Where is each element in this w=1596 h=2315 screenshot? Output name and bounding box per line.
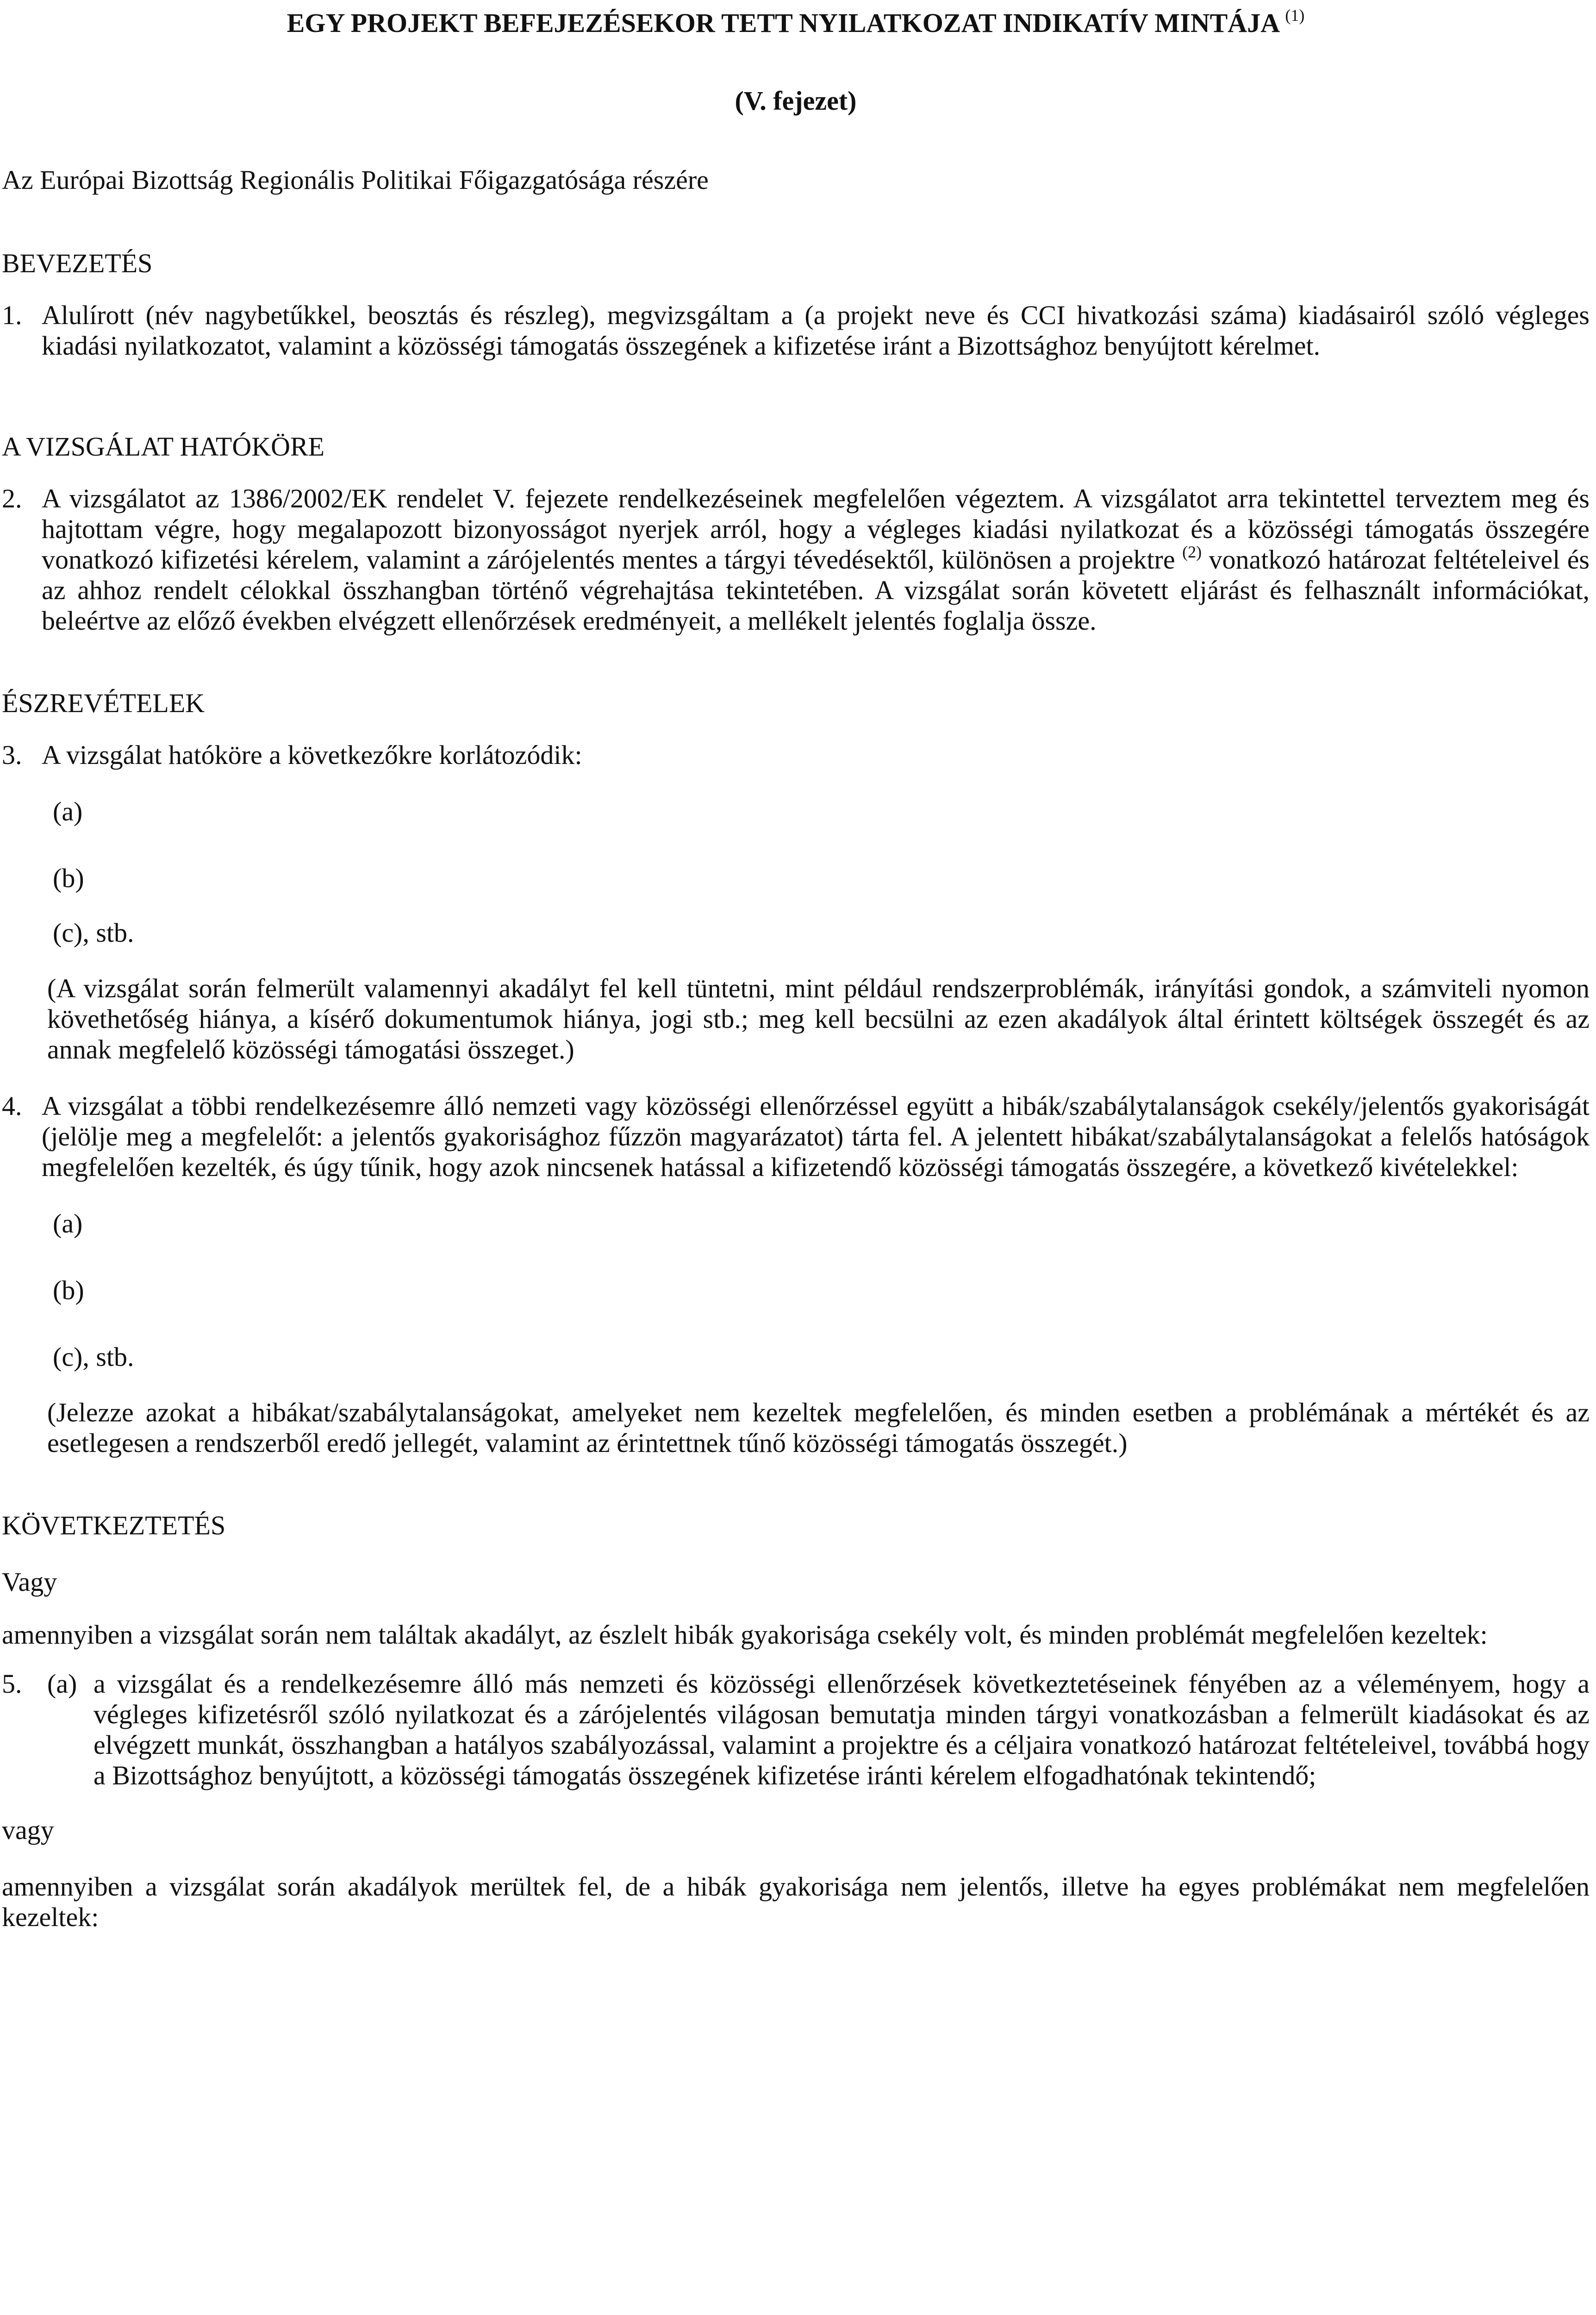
conclusion-or-1: Vagy — [2, 1567, 57, 1597]
addressee-line: Az Európai Bizottság Regionális Politikai Főigazgatósága részére — [2, 165, 709, 195]
paragraph-4-sub-b: (b) — [53, 1275, 84, 1305]
paragraph-1 — [2, 300, 1590, 361]
paragraph-2-text-a: A vizsgálatot az 1386/2002/EK rendelet V. fejezete rendelkezéseinek megfelelően végeztem. A vizsgálatot arra tekintettel terveztem meg és hajtottam végre, hogy megalapozott bizonyosságot nyerjek arról, hogy a végleges kiadási nyilatkozat és a közösségi támogatás összegére vonatkozó kifizetési kérelem, valamint a zárójelentés mentes a tárgyi tévedésektől, különösen a projektre — [42, 483, 1590, 575]
heading-conclusion: KÖVETKEZTETÉS — [2, 1510, 226, 1540]
paragraph-4 — [2, 1091, 1590, 1183]
conclusion-or-2: vagy — [2, 1815, 54, 1845]
paragraph-3-sub-c: (c), stb. — [53, 918, 134, 948]
heading-scope: A VIZSGÁLAT HATÓKÖRE — [2, 432, 325, 462]
footnote-ref-1[interactable]: (1) — [1285, 6, 1305, 25]
paragraph-3-number: 3. — [2, 740, 22, 770]
paragraph-5 — [2, 1669, 1590, 1791]
paragraph-4-sub-a: (a) — [53, 1208, 83, 1239]
paragraph-5-letter: (a) — [47, 1669, 77, 1699]
paragraph-2 — [2, 483, 1590, 636]
paragraph-1-text: Alulírott (név nagybetűkkel, beosztás és részleg), megvizsgáltam a (a projekt neve és CCI hivatkozási száma) kiadásairól szóló végleges kiadási nyilatkozatot, valamint a közösségi támogatás összegének a kifizetése iránt a Bizottsághoz benyújtott kérelmet. — [42, 300, 1590, 361]
conclusion-case-1: amennyiben a vizsgálat során nem találtak akadályt, az észlelt hibák gyakorisága csekély volt, és minden problémát megfelelően kezeltek: — [2, 1620, 1488, 1650]
paragraph-1-number: 1. — [2, 300, 22, 330]
conclusion-case-2: amennyiben a vizsgálat során akadályok merültek fel, de a hibák gyakorisága nem jelentős, illetve ha egyes problémákat nem megfelelően kezeltek: — [2, 1871, 1590, 1932]
paragraph-3 — [2, 740, 1590, 770]
paragraph-5-text: a vizsgálat és a rendelkezésemre álló más nemzeti és közösségi ellenőrzések következtetéseinek fényében az a véleményem, hogy a végleges kifizetésről szóló nyilatkozat és a zárójelentés világosan bemutatja minden tárgyi vonatkozásban a felmerült kiadásokat és az elvégzett munkát, összhangban a hatályos szabályozással, valamint a projektre és a céljaira vonatkozó határozat feltételeivel, továbbá hogy a Bizottsághoz benyújtott, a közösségi támogatás összegének kifizetése iránti kérelem elfogadhatónak tekintendő; — [94, 1669, 1590, 1790]
paragraph-3-note: (A vizsgálat során felmerült valamennyi akadályt fel kell tüntetni, mint például rendszerproblémák, irányítási gondok, a számviteli nyomon követhetőség hiánya, a kísérő dokumentumok hiánya, jogi stb.; meg kell becsülni az ezen akadályok által érintett költségek összegét és az annak megfelelő közösségi támogatási összeget.) — [47, 973, 1590, 1064]
footnote-ref-2[interactable]: (2) — [1182, 543, 1202, 561]
paragraph-4-text: A vizsgálat a többi rendelkezésemre álló nemzeti vagy közösségi ellenőrzéssel együtt a hibák/szabálytalanságok csekély/jelentős gyakoriságát (jelölje meg a megfelelőt: a jelentős gyakorisághoz fűzzön magyarázatot) tárta fel. A jelentett hibákat/szabálytalanságokat a felelős hatóságok megfelelően kezelték, és úgy tűnik, hogy azok nincsenek hatással a kifizetendő közösségi támogatás összegére, a következő kivételekkel: — [42, 1091, 1590, 1182]
chapter-subtitle: (V. fejezet) — [735, 86, 857, 116]
document-page — [0, 6, 1596, 2315]
paragraph-2-number: 2. — [2, 483, 22, 513]
paragraph-4-note: (Jelezze azokat a hibákat/szabálytalanságokat, amelyeket nem kezeltek megfelelően, és minden esetben a problémának a mértékét és az esetlegesen a rendszerből eredő jellegét, valamint az érintettnek tűnő közösségi támogatás összegét.) — [47, 1397, 1590, 1458]
document-title-text: EGY PROJEKT BEFEJEZÉSEKOR TETT NYILATKOZAT INDIKATÍV MINTÁJA — [287, 8, 1278, 38]
paragraph-4-sub-c: (c), stb. — [53, 1342, 134, 1372]
heading-remarks: ÉSZREVÉTELEK — [2, 688, 205, 718]
paragraph-4-number: 4. — [2, 1091, 22, 1121]
paragraph-2-body — [42, 483, 1590, 636]
paragraph-3-text: A vizsgálat hatóköre a következőkre korlátozódik: — [42, 740, 582, 770]
document-title — [2, 6, 1590, 40]
paragraph-2-text-b: vonatkozó határozat feltételeivel és az ahhoz rendelt célokkal összhangban történő végrehajtása tekintetében. A vizsgálat során követett eljárást és felhasznált információkat, beleértve az előző években elvégzett ellenőrzések eredményeit, a mellékelt jelentés foglalja össze. — [42, 544, 1590, 636]
paragraph-5-number: 5. — [2, 1669, 22, 1699]
heading-introduction: BEVEZETÉS — [2, 248, 153, 278]
paragraph-3-sub-b: (b) — [53, 863, 84, 893]
paragraph-3-sub-a: (a) — [53, 796, 83, 826]
